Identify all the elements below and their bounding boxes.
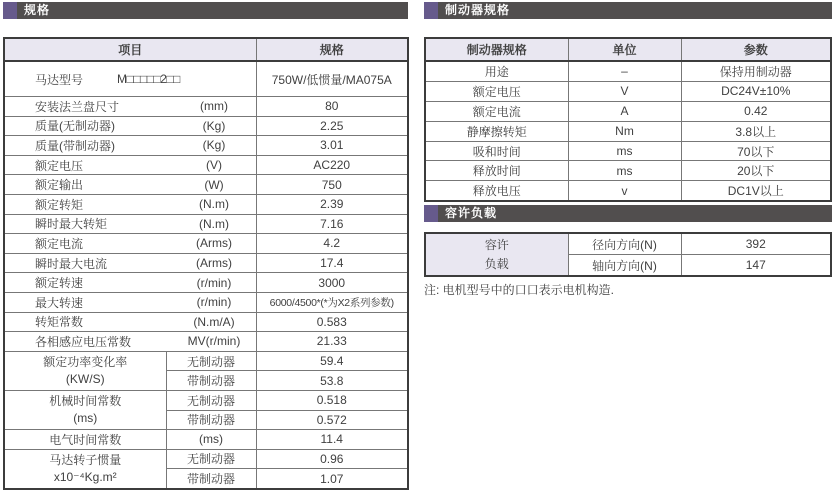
table-row — [4, 430, 408, 450]
load-label-cell — [425, 233, 568, 276]
table-row — [425, 181, 831, 201]
spec-label-cell — [4, 61, 256, 97]
spec-unit: (Arms) — [196, 236, 232, 251]
spec-label: 转矩常数 — [35, 315, 84, 330]
section-accent-square — [424, 2, 438, 19]
brake-item: 静摩擦转矩 — [425, 121, 568, 141]
table-header-row — [4, 38, 408, 61]
spec-label-cell — [4, 116, 256, 136]
spec-group-unit: (KW/S) — [65, 371, 105, 386]
spec-sub-label: 无制动器 — [166, 351, 256, 371]
table-row — [4, 61, 408, 97]
spec-unit: (N.m) — [199, 197, 229, 212]
brake-unit: – — [568, 61, 681, 81]
table-row — [4, 253, 408, 273]
load-value: 147 — [681, 255, 831, 277]
spec-label-cell — [4, 97, 256, 117]
spec-unit: (Kg) — [202, 118, 226, 133]
brake-param: 0.42 — [681, 101, 831, 121]
spec-label: 额定电压 — [35, 158, 84, 173]
spec-label: 最大转速 — [35, 295, 84, 310]
table-row — [4, 116, 408, 136]
spec-value: 53.8 — [256, 371, 408, 391]
spec-value: 3.01 — [256, 136, 408, 156]
spec-label: 质量(带制动器) — [35, 138, 115, 153]
spec-label: 额定转速 — [35, 276, 84, 291]
spec-unit: (ms) — [166, 430, 256, 450]
brake-unit: ms — [568, 161, 681, 181]
section-title-brake: 制动器规格 — [445, 3, 511, 17]
brake-unit: A — [568, 101, 681, 121]
table-row — [4, 136, 408, 156]
spec-unit: (W) — [204, 177, 224, 192]
spec-unit: (mm) — [200, 99, 228, 114]
footnote: 注: 电机型号中的口口表示电机构造. — [424, 283, 615, 297]
brake-item: 额定电流 — [425, 101, 568, 121]
spec-group-label-cell — [4, 390, 166, 429]
spec-group-label-cell — [4, 351, 166, 390]
brake-param: 3.8以上 — [681, 121, 831, 141]
brake-item: 吸和时间 — [425, 141, 568, 161]
brake-item: 释放时间 — [425, 161, 568, 181]
spec-unit: (Kg) — [202, 138, 226, 153]
spec-value: 6000/4500*(*为X2系列参数) — [256, 292, 408, 312]
load-label-line2: 负载 — [484, 256, 509, 271]
spec-col-spec-header: 规格 — [256, 38, 408, 61]
table-row — [4, 97, 408, 117]
load-direction: 径向方向(N) — [568, 233, 681, 255]
brake-table — [424, 37, 832, 202]
spec-value: 750W/低惯量/MA075A — [256, 61, 408, 97]
spec-group-label: 额定功率变化率 — [43, 354, 128, 369]
spec-value: 0.572 — [256, 410, 408, 430]
spec-col-item-header: 项目 — [4, 38, 256, 61]
spec-label: 马达型号 — [35, 72, 84, 87]
spec-unit: MV(r/min) — [187, 334, 241, 349]
brake-param: 70以下 — [681, 141, 831, 161]
spec-unit: (Arms) — [196, 256, 232, 271]
spec-label-cell — [4, 273, 256, 293]
table-row — [4, 449, 408, 469]
spec-value: 4.2 — [256, 234, 408, 254]
spec-label-cell — [4, 136, 256, 156]
brake-unit: v — [568, 181, 681, 201]
spec-label: 电气时间常数 — [4, 430, 166, 450]
spec-label: 额定输出 — [35, 178, 84, 193]
spec-value: 0.96 — [256, 449, 408, 469]
spec-label: 瞬时最大电流 — [35, 256, 108, 271]
brake-unit: ms — [568, 141, 681, 161]
spec-label-cell — [4, 234, 256, 254]
spec-sub-label: 带制动器 — [166, 371, 256, 391]
section-accent-square — [3, 2, 17, 19]
spec-label-cell — [4, 214, 256, 234]
table-row — [4, 292, 408, 312]
table-row — [4, 332, 408, 352]
table-row — [4, 390, 408, 410]
load-value: 392 — [681, 233, 831, 255]
spec-value: AC220 — [256, 155, 408, 175]
spec-label-cell — [4, 194, 256, 214]
brake-param: DC24V±10% — [681, 81, 831, 101]
brake-unit: V — [568, 81, 681, 101]
spec-label-cell — [4, 292, 256, 312]
brake-param: 20以下 — [681, 161, 831, 181]
spec-sub-label: 无制动器 — [166, 390, 256, 410]
spec-value: 750 — [256, 175, 408, 195]
spec-value: 80 — [256, 97, 408, 117]
table-row — [425, 161, 831, 181]
section-header-brake — [424, 2, 832, 19]
table-row — [425, 81, 831, 101]
motor-model-code: M□□□□□2□□ — [117, 72, 180, 86]
table-row — [425, 141, 831, 161]
table-row — [425, 233, 831, 255]
brake-item: 用途 — [425, 61, 568, 81]
spec-value: 11.4 — [256, 430, 408, 450]
table-row — [4, 194, 408, 214]
brake-param: DC1V以上 — [681, 181, 831, 201]
spec-value: 0.583 — [256, 312, 408, 332]
spec-label-cell — [4, 253, 256, 273]
spec-label-cell — [4, 332, 256, 352]
table-row — [4, 273, 408, 293]
section-accent-square — [424, 205, 438, 222]
spec-label: 额定电流 — [35, 236, 84, 251]
table-row — [4, 312, 408, 332]
spec-value: 0.518 — [256, 390, 408, 410]
brake-param: 保持用制动器 — [681, 61, 831, 81]
spec-label: 质量(无制动器) — [35, 119, 115, 134]
load-label-line1: 容许 — [484, 237, 509, 252]
section-title-spec: 规格 — [24, 3, 51, 17]
load-direction: 轴向方向(N) — [568, 255, 681, 277]
spec-label: 安装法兰盘尺寸 — [35, 99, 120, 114]
spec-group-label: 马达转子惯量 — [49, 452, 122, 467]
spec-sub-label: 无制动器 — [166, 449, 256, 469]
spec-value: 7.16 — [256, 214, 408, 234]
load-table — [424, 232, 832, 277]
spec-unit: (r/min) — [196, 295, 232, 310]
spec-group-unit: x10⁻⁴Kg.m² — [53, 469, 117, 484]
table-row — [425, 101, 831, 121]
brake-col-name-header: 制动器规格 — [425, 38, 568, 61]
spec-value: 1.07 — [256, 469, 408, 489]
spec-unit: (r/min) — [196, 275, 232, 290]
spec-group-unit: (ms) — [73, 411, 98, 425]
spec-value: 21.33 — [256, 332, 408, 352]
table-row — [4, 234, 408, 254]
table-row — [4, 351, 408, 371]
spec-label: 额定转矩 — [35, 197, 84, 212]
table-row — [4, 214, 408, 234]
spec-label: 各相感应电压常数 — [35, 334, 132, 349]
brake-unit: Nm — [568, 121, 681, 141]
spec-unit: (N.m/A) — [193, 314, 235, 329]
spec-table — [3, 37, 409, 490]
brake-col-param-header: 参数 — [681, 38, 831, 61]
spec-sub-label: 带制动器 — [166, 410, 256, 430]
brake-item: 额定电压 — [425, 81, 568, 101]
spec-group-label: 机械时间常数 — [49, 394, 122, 408]
section-title-load: 容许负载 — [445, 206, 498, 220]
table-row — [4, 155, 408, 175]
brake-col-unit-header: 单位 — [568, 38, 681, 61]
spec-value: 2.25 — [256, 116, 408, 136]
spec-label-cell — [4, 175, 256, 195]
spec-value: 17.4 — [256, 253, 408, 273]
section-header-spec — [3, 2, 408, 19]
spec-value: 3000 — [256, 273, 408, 293]
section-header-load — [424, 205, 832, 222]
spec-value: 2.39 — [256, 194, 408, 214]
brake-item: 释放电压 — [425, 181, 568, 201]
spec-unit: (N.m) — [199, 216, 229, 231]
spec-label: 瞬时最大转矩 — [35, 217, 108, 232]
spec-value: 59.4 — [256, 351, 408, 371]
spec-unit: (V) — [206, 158, 222, 173]
spec-label-cell — [4, 155, 256, 175]
spec-group-label-cell — [4, 449, 166, 489]
table-row — [4, 175, 408, 195]
spec-label-cell — [4, 312, 256, 332]
table-header-row — [425, 38, 831, 61]
table-row — [425, 61, 831, 81]
table-row — [425, 121, 831, 141]
spec-sub-label: 带制动器 — [166, 469, 256, 489]
